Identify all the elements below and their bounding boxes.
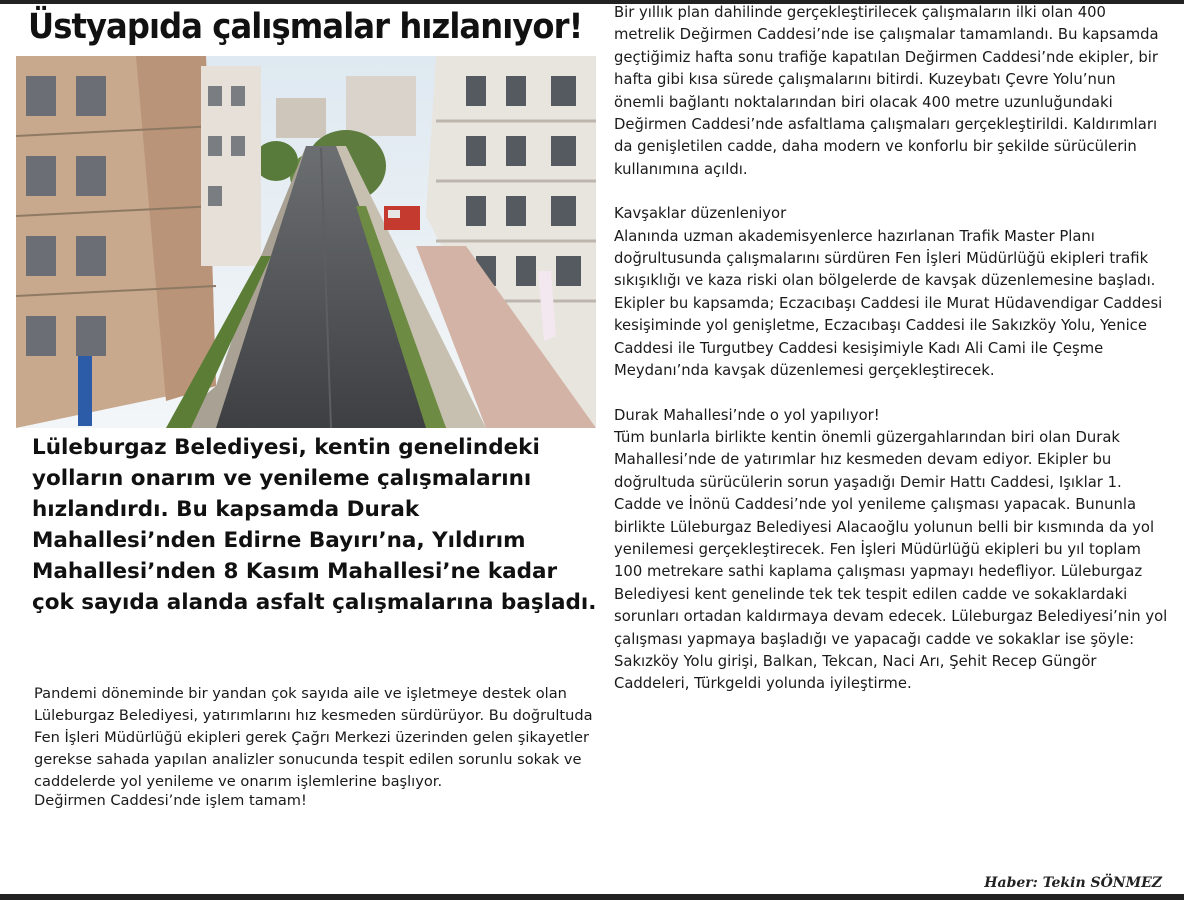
lead-paragraph: Lüleburgaz Belediyesi, kentin genelindeki yolların onarım ve yenileme çalışmalarını hızlandırdı. Bu kapsamda Durak Mahallesi’nden Edirne Bayırı’na, Yıldırım Mahallesi’nden 8 Kasım Mahallesi’ne kadar çok sayıda alanda asfalt çalışmalarına başladı.: [32, 435, 597, 615]
bottom-rule: [0, 894, 1184, 900]
subhead-durak: Durak Mahallesi’nde o yol yapılıyor!: [614, 406, 880, 424]
paragraph-degirmen: Bir yıllık plan dahilinde gerçekleştirilecek çalışmaların ilki olan 400 metrelik Değirmen Caddesi’nde ise çalışmalar tamamlandı. Bu kapsamda geçtiğimiz hafta sonu trafiğe kapatılan Değirmen Caddesi’nde ekipler, bir hafta gibi kısa sürede çalışmalarını bitirdi. Kuzeybatı Çevre Yolu’nun önemli bağlantı noktalarından biri olacak 400 metre uzunluğundaki Değirmen Caddesi’nde asfaltlama çalışmaları gerçekleştirildi. Kaldırımları da genişletilen cadde, daha modern ve konforlu bir şekilde sürücülerin kullanımına açıldı.: [614, 4, 1159, 178]
byline: Haber: Tekin SÖNMEZ: [984, 875, 1162, 891]
subhead-kavsaklar: Kavşaklar düzenleniyor: [614, 205, 787, 223]
subhead-degirmen: Değirmen Caddesi’nde işlem tamam!: [34, 792, 307, 809]
intro-paragraph: Pandemi döneminde bir yandan çok sayıda aile ve işletmeye destek olan Lüleburgaz Belediyesi, yatırımlarını hız kesmeden sürdürüyor. Bu doğrultuda Fen İşleri Müdürlüğü ekipleri gerek Çağrı Merkezi üzerinden gelen şikayetler gerekse sahada yapılan analizler sonucunda tespit edilen sorunlu sokak ve caddelerde yol yenileme ve onarım işlemlerine başlıyor.: [34, 685, 593, 790]
paragraph-kavsaklar: Alanında uzman akademisyenlerce hazırlanan Trafik Master Planı doğrultusunda çalışmalarını sürdüren Fen İşleri Müdürlüğü ekipleri trafik sıkışıklığı ve kaza riski olan bölgelerde de kavşak düzenlemesine başladı. Ekipler bu kapsamda; Eczacıbaşı Caddesi ile Murat Hüdavendigar Caddesi kesişiminde yol genişletme, Eczacıbaşı Caddesi ile Sakızköy Yolu, Yenice Caddesi ile Turgutbey Caddesi kesişimiyle Kadı Ali Cami ile Çeşme Meydanı’nda kavşak düzenlemesi gerçekleştirecek.: [614, 227, 1163, 380]
headline: Üstyapıda çalışmalar hızlanıyor!: [28, 7, 583, 47]
right-column: [614, 2, 1170, 696]
paragraph-durak: Tüm bunlarla birlikte kentin önemli güzergahlarından biri olan Durak Mahallesi’nde de yatırımlar hız kesmeden devam ediyor. Ekipler bu doğrultuda sürücülerin sorun yaşadığı Demir Hattı Caddesi, Işıklar 1. Cadde ve İnönü Caddesi’nde yol yenileme çalışması yapacak. Bununla birlikte Lüleburgaz Belediyesi Alacaoğlu yolunun belli bir kısmında da yol yenilemesi gerçekleştirecek. Fen İşleri Müdürlüğü ekipleri bu yıl toplam 100 metrekare sathi kaplama çalışması yapmayı hedefliyor. Lüleburgaz Belediyesi kent genelinde tek tek tespit edilen cadde ve sokaklardaki sorunları ortadan kaldırmaya devam edecek. Lüleburgaz Belediyesi’nin yol çalışması yapmaya başladığı ve yapacağı cadde ve sokaklar ise şöyle: Sakızköy Yolu girişi, Balkan, Tekcan, Naci Arı, Şehit Recep Güngör Caddeleri, Türkgeldi yolunda iyileştirme.: [614, 428, 1168, 693]
street-photo: [16, 56, 596, 428]
